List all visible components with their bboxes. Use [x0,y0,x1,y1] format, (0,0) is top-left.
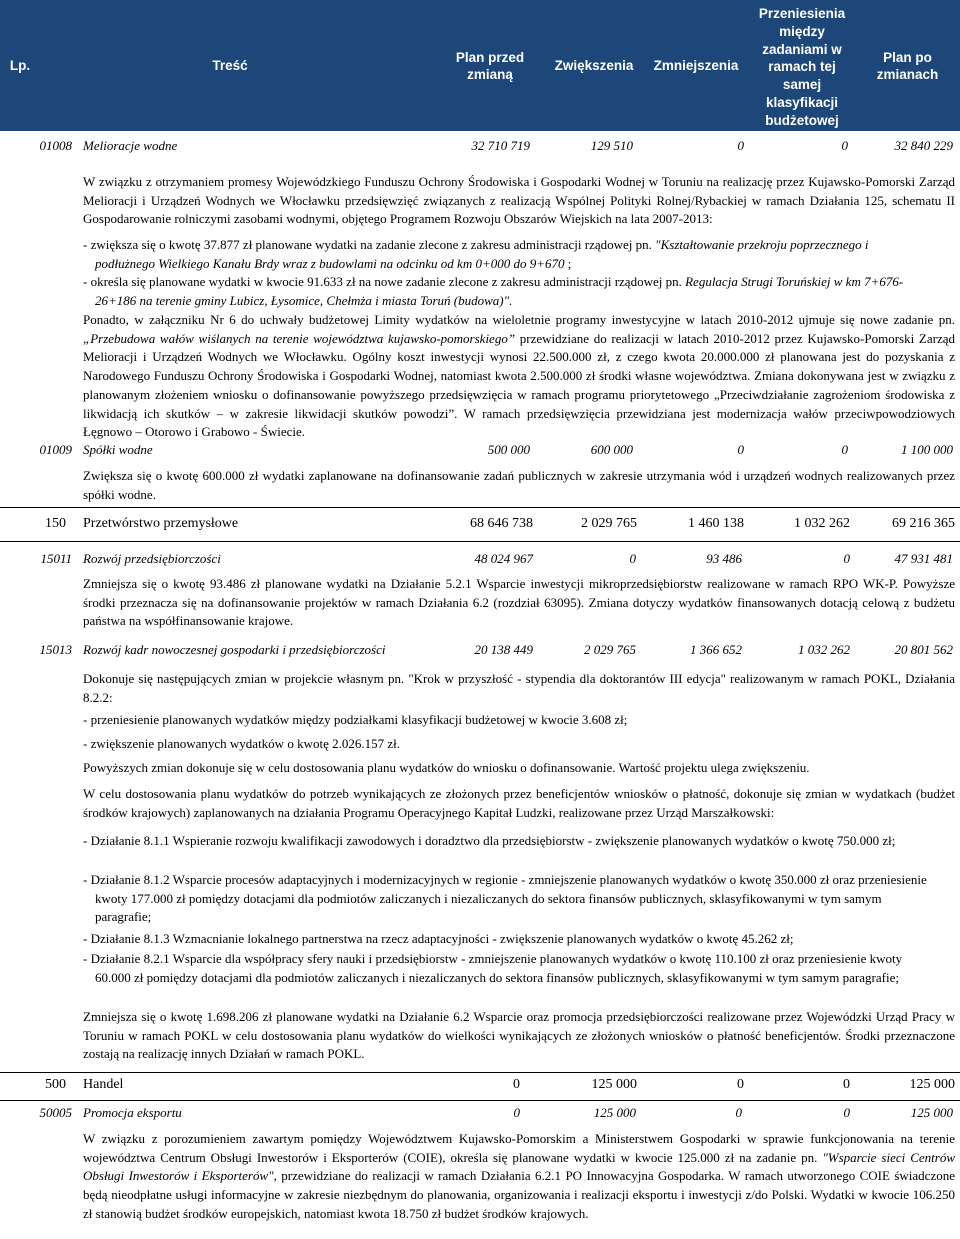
paragraph-15013-pokl: W celu dostosowania planu wydatków do potrzeb wynikających ze złożonych przez beneficjentów wniosków o płatność, dokonuje się zmian w wydatkach (budżet środków krajowych) zaplanowanych na działania Programu Operacyjnego Kapitał Ludzki, realizowane przez Urząd Marszałkowski: [83,786,955,820]
row-decrease: 0 [841,138,848,153]
text-span: - zwiększa się o kwotę 37.877 zł planowane wydatki na zadanie zlecone z zakresu administracji rządowej pn. [83,237,656,252]
row-name: Rozwój kadr nowoczesnej gospodarki i przedsiębiorczości [83,642,386,657]
row-lp: 01009 [39,442,72,457]
row-plan: 20 138 449 [474,642,533,657]
text-span-italic: „Przebudowa wałów wiślanych na terenie województwa kujawsko-pomorskiego” [83,330,516,346]
row-plan-after: 1 100 000 [901,442,953,457]
paragraph-15013-intro: Dokonuje się następujących zmian w projekcie własnym pn. "Krok w przyszłość - stypendia dla doktorantów III edycja" realizowanym w ramach POKL, Działania 8.2.2: [83,671,955,705]
header-przen-l3: zadaniami w [762,41,842,57]
row-lp: 50005 [39,1105,72,1120]
row-lp: 01008 [39,138,72,153]
row-name: Promocja eksportu [83,1105,182,1120]
row-plan: 68 646 738 [470,516,533,531]
row-increase: 2 029 765 [584,642,636,657]
section-divider [0,1072,960,1073]
header-przen-l6: klasyfikacji [765,94,839,110]
row-plan-after: 47 931 481 [894,551,953,566]
paragraph-dzialanie-811: - Działanie 8.1.1 Wspieranie rozwoju kwalifikacji zawodowych i doradztwo dla przedsiębiorstw - zwiększenie planowanych wydatków o kwotę 750.000 zł; [83,833,896,848]
paragraph-dzialanie-812: - Działanie 8.1.2 Wsparcie procesów adaptacyjnych i modernizacyjnych w regionie - zmniejszenie planowanych wydatków o kwotę 350.000 zł oraz przeniesienie kwoty 177.000 zł pomiędzy dotacjami dla podmiotów zaliczanych i niezaliczanych do sektora finansów publicznych, sklasyfikowanymi w tym samym paragrafie; [83,872,927,925]
section-divider [0,541,960,542]
header-plan-po-line1: Plan po [883,50,932,65]
paragraph-01009: Zwiększa się o kwotę 600.000 zł wydatki zaplanowane na dofinansowanie zadań publicznych w zakresie utrzymania wód i urządzeń wodnych realizowanych przez spółki wodne. [83,468,955,502]
row-name: Melioracje wodne [83,138,178,153]
row-transfer: 1 032 262 [798,642,850,657]
row-plan: 32 710 719 [471,138,530,153]
header-przeniesienia [752,5,852,130]
paragraph-01008-intro: W związku z otrzymaniem promesy Wojewódzkiego Funduszu Ochrony Środowiska i Gospodarki Wodnej w Toruniu na realizację przez Kujawsko-Pomorski Zarząd Melioracji i Urządzeń Wodnych we Włocławku przedsięwzięć związanych z realizacją Wspólnej Polityki Rolnej/Rybackiej w ramach Działania 125, schematu II Gospodarowanie rolniczymi zasobami wodnymi, objętego Programem Rozwoju Obszarów Wiejskich na lata 2007-2013: [83,174,955,227]
row-name: Spółki wodne [83,442,153,457]
row-plan-after: 125 000 [910,1105,953,1120]
text-span: Ponadto, w załączniku Nr 6 do uchwały budżetowej Limity wydatków na wieloletnie programy inwestycyjne w latach 2010-2012 ujmuje się nowe zadanie pn. [83,312,955,327]
paragraph-01008-limits [83,311,955,442]
row-plan-after: 32 840 229 [894,138,953,153]
row-decrease: 0 [841,442,848,457]
header-lp: Lp. [9,58,31,73]
row-lp: 500 [45,1077,66,1092]
header-przen-l5: samej [782,77,822,93]
paragraph-dzialanie-62: Zmniejsza się o kwotę 1.698.206 zł planowane wydatki na Działanie 6.2 Wsparcie oraz promocja przedsiębiorczości realizowane przez Wojewódzki Urząd Pracy w Toruniu w ramach POKL w celu dostosowania planu wydatków do wielkości wynikających ze złożonych wniosków o płatność beneficjentów. Środki przeznaczone zostają na realizację innych Działań w ramach POKL. [83,1009,955,1062]
row-name: Handel [83,1077,124,1092]
row-lp: 15011 [40,551,72,566]
row-plan: 0 [513,1105,520,1120]
paragraph-dzialanie-821: - Działanie 8.2.1 Wsparcie dla współpracy sfery nauki i przedsiębiorstw - zmniejszenie planowanych wydatków o kwotę 110.100 zł oraz przeniesienie kwoty 60.000 zł pomiędzy dotacjami dla podmiotów zaliczanych i niezaliczanych do sektora finansów publicznych, sklasyfikowanymi w tym samym paragrafie; [83,951,903,985]
paragraph-50005 [83,1130,955,1224]
row-increase: 125 000 [593,1105,636,1120]
header-plan-po [855,49,960,83]
header-plan-po-line2: zmianach [876,67,939,82]
row-decrease: 0 [737,1077,744,1092]
row-increase: 125 000 [591,1077,637,1092]
row-plan: 500 000 [487,442,530,457]
header-przen-l7: budżetowej [765,112,839,128]
header-zwiekszenia: Zwiększenia [554,58,634,73]
section-divider [0,507,960,508]
header-plan-przed [440,49,540,83]
row-increase: 129 510 [590,138,633,153]
text-span: , przewidziane do realizacji w ramach Działania 6.2.1 PO Innowacyjna Gospodarka. W ramach utworzonego COIE świadczone będą nieodpłatne usługi informacyjne w zakresie niezbędnym do planowania, organizowania i realizacji eksportu i inwestycji z/do Polski. Wydatki w kwocie 106.250 zł stanowią budżet środków europejskich, natomiast kwota 18.750 zł budżet środków krajowych. [83,1168,955,1221]
row-decrease: 93 486 [706,551,742,566]
header-plan-przed-line1: Plan przed [455,50,525,65]
row-decrease: 1 460 138 [688,516,744,531]
text-span: - określa się planowane wydatki w kwocie 91.633 zł na nowe zadanie zlecone z zakresu administracji rządowej pn. [83,274,686,289]
row-transfer: 0 [843,1077,850,1092]
paragraph-01008-item2 [83,273,930,310]
row-transfer: 0 [843,1105,850,1120]
header-przen-l4: ramach tej [768,59,836,75]
row-lp: 150 [45,516,66,531]
row-name: Rozwój przedsiębiorczości [83,551,221,566]
paragraph-dzialanie-813: - Działanie 8.1.3 Wzmacnianie lokalnego partnerstwa na rzecz adaptacyjności - zwiększenie planowanych wydatków o kwotę 45.262 zł; [83,931,794,946]
paragraph-15013-item1: - przeniesienie planowanych wydatków między podziałkami klasyfikacji budżetowej w kwocie 3.608 zł; [83,712,628,727]
row-plan-after: 69 216 365 [892,516,955,531]
paragraph-01008-item1 [83,236,930,273]
text-span-italic: "Kształtowanie przekroju poprzecznego i podłużnego Wielkiego Kanału Brdy wraz z budowlami na odcinku od km 0+000 do 9+670 [95,237,869,271]
paragraph-15013-note: Powyższych zmian dokonuje się w celu dostosowania planu wydatków do wniosku o dofinansowanie. Wartość projektu ulega zwiększeniu. [83,760,810,775]
row-lp: 15013 [39,642,72,657]
row-plan: 0 [513,1077,520,1092]
text-span: W związku z porozumieniem zawartym pomiędzy Województwem Kujawsko-Pomorskim a Ministerstwem Gospodarki w sprawie funkcjonowania na terenie województwa Centrum Obsługi Inwestorów i Eksporterów (COIE), określa się planowane wydatki w kwocie 125.000 zł na zadanie pn. [83,1131,955,1165]
text-span: ; [564,255,572,271]
row-transfer: 0 [843,551,850,566]
header-plan-przed-line2: zmianą [467,67,513,82]
paragraph-15011: Zmniejsza się o kwotę 93.486 zł planowane wydatki na Działanie 5.2.1 Wsparcie inwestycji mikroprzedsiębiorstw realizowane w ramach RPO WK-P. Powyższe środki przeznacza się na dofinansowanie projektów w ramach Działania 6.2 (rozdział 63095). Zmiana dotyczy wydatków finansowanych dotacją celową z budżetu państwa na współfinansowanie krajowe. [83,576,955,629]
text-span-italic: Regulacja Strugi Toruńskiej w km 7+676-26+186 na terenie gminy Lubicz, Łysomice, Chełmża i miasta Toruń (budowa)". [95,274,904,308]
row-transfer: 1 032 262 [794,516,850,531]
row-increase: 600 000 [590,442,633,457]
header-przen-l2: między [779,23,825,39]
header-zmniejszenia: Zmniejszenia [653,58,739,73]
table-header [0,0,960,131]
header-przen-l1: Przeniesienia [758,6,846,21]
text-span-italic: "Wsparcie sieci Centrów Obsługi Inwestorów i Eksporterów" [83,1149,955,1184]
row-plan-after: 20 801 562 [894,642,953,657]
paragraph-15013-item2: - zwiększenie planowanych wydatków o kwotę 2.026.157 zł. [83,736,400,751]
row-name: Przetwórstwo przemysłowe [83,516,239,531]
header-tresc: Treść [212,58,248,73]
text-span: przewidziane do realizacji w latach 2010-2012 przez Kujawsko-Pomorski Zarząd Melioracji i Urządzeń Wodnych we Włocławku. Ogólny koszt inwestycji wynosi 22.500.000 zł, z czego kwota 20.000.000 zł planowana jest do pozyskania z Narodowego Funduszu Ochrony Środowiska i Gospodarki Wodnej, natomiast kwota 2.500.000 zł środki własne województwa. Zmiana dokonywana jest w związku z planowanym złożeniem wniosku o dofinansowanie powyższego przedsięwzięcia w ramach programu priorytetowego „Przeciwdziałanie zagrożeniom środowiska z likwidacją ich skutków – w zakresie likwidacji skutków powodzi”. W ramach przedsięwzięcia przewidziana jest modernizacja wałów przeciwpowodziowych Łęgnowo – Otorowo i Grabowo - Świecie. [83,330,955,440]
row-plan-after: 125 000 [909,1077,955,1092]
row-decrease: 0 [735,1105,742,1120]
row-transfer: 0 [737,442,744,457]
row-transfer: 0 [737,138,744,153]
row-plan: 48 024 967 [474,551,533,566]
row-increase: 0 [629,551,636,566]
section-divider [0,1100,960,1101]
row-increase: 2 029 765 [581,516,637,531]
row-decrease: 1 366 652 [690,642,742,657]
